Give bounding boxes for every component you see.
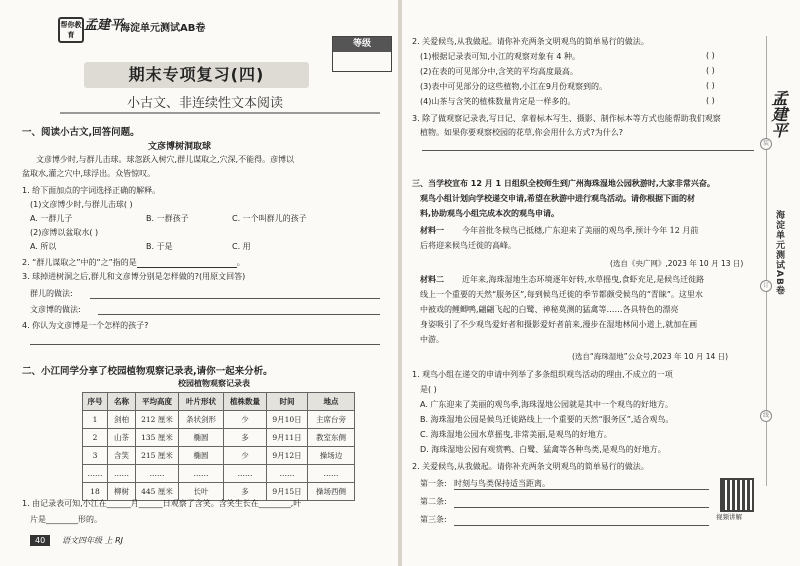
table-cell: …… xyxy=(136,465,179,483)
publisher-logo xyxy=(58,17,84,43)
rule2-answer-line[interactable] xyxy=(454,507,709,508)
table-row xyxy=(83,411,355,429)
series-brand: 孟建平 xyxy=(84,18,124,33)
material1-label: 材料一 xyxy=(420,226,444,235)
part1-heading: 一、阅读小古文,回答问题。 xyxy=(22,127,140,138)
p1-q1a-opt-a[interactable]: A. 一群儿子 xyxy=(30,214,73,223)
passage-line-1: 文彦博少时,与群儿击球。球忽跃入树穴,群儿谋取之,穴深,不能得。彦博以 xyxy=(36,155,295,164)
p2-q2-bracket-1[interactable]: ( ) xyxy=(706,51,715,60)
p1-q1b-opt-c[interactable]: C. 用 xyxy=(232,242,251,251)
p1-q1b-opt-b[interactable]: B. 于是 xyxy=(146,242,173,251)
p1-q2-text: 2. “群儿谋取之”中的“之”指的是 xyxy=(22,258,137,267)
rule3-answer-line[interactable] xyxy=(454,525,709,526)
table-cell: 山茶 xyxy=(108,429,136,447)
table-cell: 多 xyxy=(224,429,267,447)
p3-q1-line-2[interactable]: 是( ) xyxy=(420,385,437,394)
passage-title: 文彦博树洞取球 xyxy=(148,142,212,152)
table-cell: 长叶 xyxy=(179,483,224,501)
binding-mark-1: 装 xyxy=(760,138,772,150)
col-header: 名称 xyxy=(108,393,136,411)
p1-q1b: (2)彦博以盆取水( ) xyxy=(30,228,99,237)
p1-q1a-opt-c[interactable]: C. 一个叫群儿的孩子 xyxy=(232,214,307,223)
material2-line-1: 近年来,海珠湿地生态环境逐年好转,水草摇曳,食虾充足,是候鸟迁徙路 xyxy=(462,275,705,284)
footer-book: 语文四年级 上 RJ xyxy=(62,536,124,545)
p1-q1a-opt-b[interactable]: B. 一群孩子 xyxy=(146,214,189,223)
table-header-row xyxy=(83,393,355,411)
rule3-label: 第三条: xyxy=(420,515,447,524)
part3-heading-line-3: 料,协助观鸟小组完成本次的观鸟申请。 xyxy=(420,209,560,218)
table-cell: 椭圆 xyxy=(179,429,224,447)
side-series-text: 海淀单元测试AB卷 xyxy=(774,210,784,296)
table-cell: 操场边 xyxy=(308,447,355,465)
table-cell: …… xyxy=(179,465,224,483)
table-cell: 含笑 xyxy=(108,447,136,465)
table-cell: 椭圆 xyxy=(179,447,224,465)
table-cell: 2 xyxy=(83,429,108,447)
binding-mark-2: 订 xyxy=(760,280,772,292)
table-cell: 212 厘米 xyxy=(136,411,179,429)
table-cell: 操场西侧 xyxy=(308,483,355,501)
binding-mark-3: 线 xyxy=(760,410,772,422)
table-cell: 少 xyxy=(224,411,267,429)
p2-q2-item-2: (2)在表的可见部分中,含笑的平均高度最高。 xyxy=(420,67,578,76)
p2-q2-bracket-4[interactable]: ( ) xyxy=(706,96,715,105)
p2-q2-item-1: (1)根据记录表可知,小江的观察对象有 4 种。 xyxy=(420,52,581,61)
p3-q2: 2. 关爱候鸟,从我做起。请你补充两条文明观鸟的简单易行的做法。 xyxy=(412,462,649,471)
p2-q3-line-1: 3. 除了做观察记录表,写日记、拿着标本写生、摄影、制作标本等方式也能帮助我们观察 xyxy=(412,114,721,123)
material1-line-1: 今年首批冬候鸟已抵穗,广东迎来了美丽的观鸟季,预计今年 12 月前 xyxy=(462,226,699,235)
p3-q1-opt-c[interactable]: C. 海珠湿地公园水草摇曳,非常美丽,是观鸟的好地方。 xyxy=(420,430,612,439)
table-cell: 剑柏 xyxy=(108,411,136,429)
col-header: 平均高度 xyxy=(136,393,179,411)
material2-line-4: 身姿吸引了不少观鸟爱好者和摄影爱好者前来,漫步在湿地林间小道上,就加在画 xyxy=(420,320,698,329)
table-row xyxy=(83,429,355,447)
table-cell: 9月10日 xyxy=(267,411,308,429)
rule2-label: 第二条: xyxy=(420,497,447,506)
part3-heading-line-2: 观鸟小组计划向学校递交申请,希望在秋游中进行观鸟活动。请你根据下面的材 xyxy=(420,194,696,203)
part2-heading: 二、小江同学分享了校园植物观察记录表,请你一起来分析。 xyxy=(22,366,273,377)
rule1-text: 时刻与鸟类保持适当距离。 xyxy=(454,479,550,488)
table-cell: 3 xyxy=(83,447,108,465)
plant-observation-table xyxy=(82,392,355,501)
p1-q2 xyxy=(22,257,245,268)
p1-q3a-label: 群儿的做法: xyxy=(30,289,73,298)
p2-q2-item-3: (3)表中可见部分的这些植物,小江在9月份观察到的。 xyxy=(420,82,607,91)
material2-source: (选自“海珠湿地”公众号,2023 年 10 月 14 日) xyxy=(572,352,729,361)
p1-q1a: (1)文彦博少时,与群儿击球( ) xyxy=(30,200,133,209)
col-header: 时间 xyxy=(267,393,308,411)
p2-q3-line-2: 植物。如果你要观察校园的花草,你会用什么方式?为什么? xyxy=(420,128,624,137)
qr-code[interactable] xyxy=(720,478,754,512)
table-row xyxy=(83,465,355,483)
table-cell: …… xyxy=(83,465,108,483)
p2-q1-line-2: 片是________形的。 xyxy=(30,515,102,524)
rule1-label: 第一条: xyxy=(420,479,447,488)
rule1-line xyxy=(454,489,709,490)
p1-q2-end: 。 xyxy=(236,258,245,267)
table-cell: 9月12日 xyxy=(267,447,308,465)
material2-line-3: 中被戏的鲤鲫鸭,翩翩飞起的白鹭、神秘莫测的猛禽等……各具特色的漂亮 xyxy=(420,305,679,314)
material2-label: 材料二 xyxy=(420,275,444,284)
material2-line-2: 线上一个重要的天然“服务区”,每到候鸟迁徙的季节都颇受候鸟的“青睐”。这里水 xyxy=(420,290,703,299)
p1-q3a-answer-line[interactable] xyxy=(90,298,380,299)
left-page xyxy=(0,0,398,566)
p1-q1b-opt-a[interactable]: A. 所以 xyxy=(30,242,57,251)
p1-q2-answer-blank[interactable] xyxy=(137,258,237,268)
p2-q2: 2. 关爱候鸟,从我做起。请你补充两条文明观鸟的简单易行的做法。 xyxy=(412,37,649,46)
header-divider xyxy=(60,112,380,114)
p1-q3b-label: 文彦博的做法: xyxy=(30,305,81,314)
table-row xyxy=(83,447,355,465)
p2-q1-line-1: 1. 由记录表可知,小江在______月______日观察了含笑。含笑生长在________,叶 xyxy=(22,499,302,508)
table-cell: …… xyxy=(267,465,308,483)
grade-box xyxy=(332,36,392,72)
p2-q2-item-4: (4)山茶与含笑的植株数量肯定是一样多的。 xyxy=(420,97,576,106)
passage-line-2: 盆取水,灌之穴中,球浮出。众皆惊叹。 xyxy=(22,169,156,178)
qr-caption: 视频讲解 xyxy=(716,513,742,521)
table-cell: 445 厘米 xyxy=(136,483,179,501)
page-number: 40 xyxy=(30,535,50,546)
table-title: 校园植物观察记录表 xyxy=(178,379,250,388)
p2-q2-bracket-3[interactable]: ( ) xyxy=(706,81,715,90)
material2-line-5: 中游。 xyxy=(420,335,444,344)
page-subtitle: 小古文、非连续性文本阅读 xyxy=(126,96,283,111)
table-cell: 主席台旁 xyxy=(308,411,355,429)
p1-q1: 1. 给下面加点的字词选择正确的解释。 xyxy=(22,186,161,195)
grade-label: 等级 xyxy=(333,37,391,52)
table-cell: …… xyxy=(108,465,136,483)
table-cell: 少 xyxy=(224,447,267,465)
table-cell: 1 xyxy=(83,411,108,429)
p3-q1-opt-a[interactable]: A. 广东迎来了美丽的观鸟季,海珠湿地公园就是其中一个观鸟的好地方。 xyxy=(420,400,673,409)
table-cell: 教室东侧 xyxy=(308,429,355,447)
p1-q3: 3. 球掉进树洞之后,群儿和文彦博分别是怎样做的?(用原文回答) xyxy=(22,272,246,281)
table-cell: …… xyxy=(224,465,267,483)
table-cell: …… xyxy=(308,465,355,483)
table-cell: 柳树 xyxy=(108,483,136,501)
col-header: 叶片形状 xyxy=(179,393,224,411)
p1-q3b-answer-line[interactable] xyxy=(98,314,380,315)
table-cell: 9月15日 xyxy=(267,483,308,501)
table-cell: 条状剑形 xyxy=(179,411,224,429)
table-cell: 18 xyxy=(83,483,108,501)
table-cell: 215 厘米 xyxy=(136,447,179,465)
material1-line-2: 后将迎来候鸟迁徙的高峰。 xyxy=(420,241,516,250)
material1-source: (选自《央广网》,2023 年 10 月 13 日) xyxy=(610,259,744,268)
table-cell: 135 厘米 xyxy=(136,429,179,447)
p3-q1-opt-b[interactable]: B. 海珠湿地公园是候鸟迁徙路线上一个重要的天然“服务区”,适合观鸟。 xyxy=(420,415,674,424)
col-header: 序号 xyxy=(83,393,108,411)
p1-q4-answer-line[interactable] xyxy=(30,344,380,345)
table-cell: 9月11日 xyxy=(267,429,308,447)
logo-text: 帮你教育 xyxy=(60,21,82,39)
series-name: 海淀单元测试AB卷 xyxy=(120,23,206,34)
p3-q1-opt-d[interactable]: D. 海珠湿地公园有观赏鸭、白鹭、猛禽等各种鸟类,是观鸟的好地方。 xyxy=(420,445,666,454)
p2-q3-answer-line[interactable] xyxy=(422,150,754,151)
page-title: 期末专项复习(四) xyxy=(84,62,309,88)
col-header: 植株数量 xyxy=(224,393,267,411)
p1-q4: 4. 你认为文彦博是一个怎样的孩子? xyxy=(22,321,149,330)
p3-q1-line-1: 1. 观鸟小组在递交的申请中列举了多条组织观鸟活动的理由,不成立的一项 xyxy=(412,370,673,379)
side-brand: 孟建平 xyxy=(769,90,788,138)
part3-heading-line-1: 三、当学校宣布 12 月 1 日组织全校师生到广州海珠湿地公园秋游时,大家非常兴奋。 xyxy=(412,179,715,188)
p2-q2-bracket-2[interactable]: ( ) xyxy=(706,66,715,75)
table-cell: 多 xyxy=(224,483,267,501)
col-header: 地点 xyxy=(308,393,355,411)
